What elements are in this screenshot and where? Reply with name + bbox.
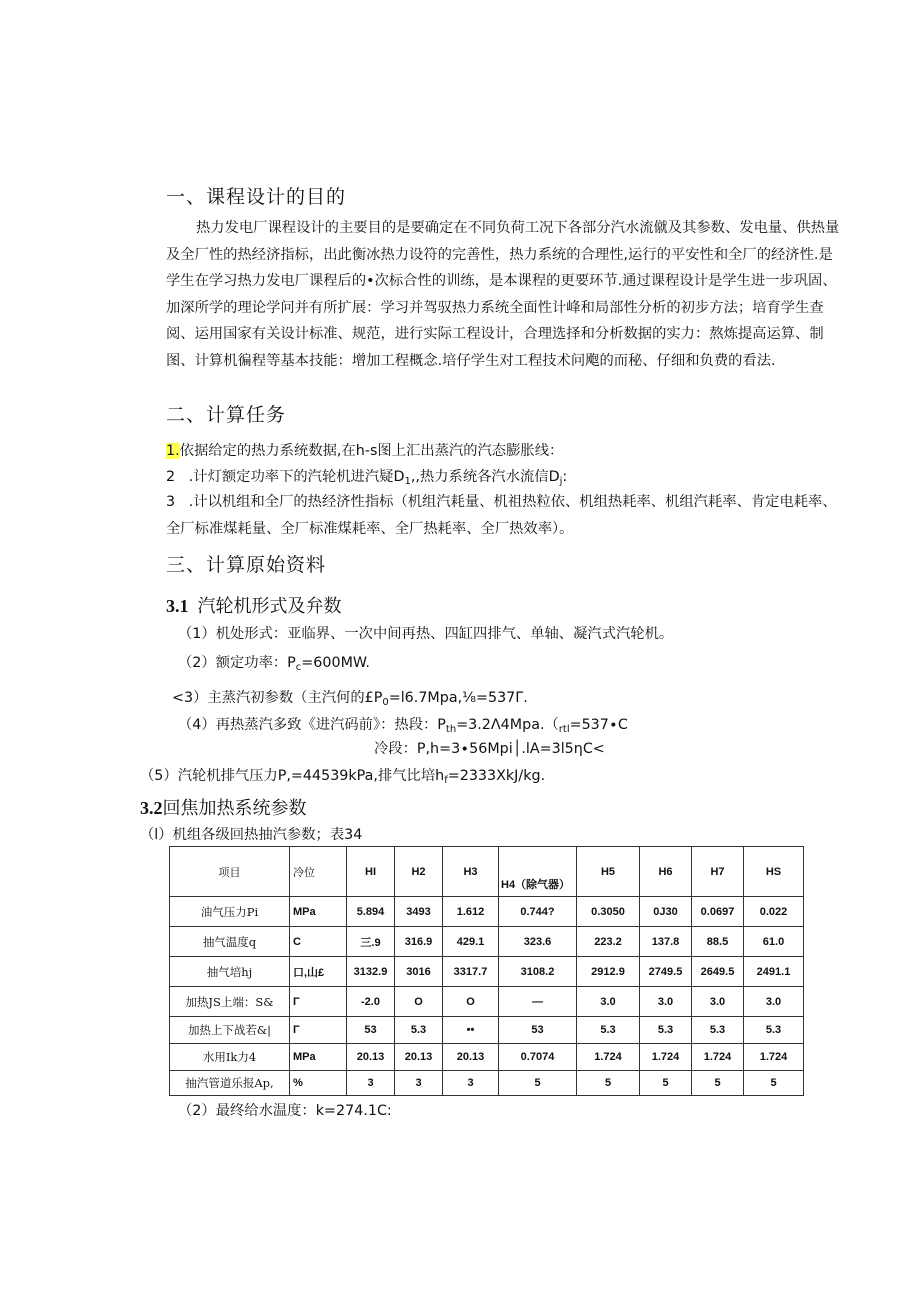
final-feedwater-temp: （2）最终给水温度：k=274.1C: (178, 1103, 392, 1119)
table-cell: 223.2 (577, 927, 640, 957)
table-cell: 2491.1 (744, 957, 804, 987)
table-row-unit: C (290, 927, 347, 957)
table-row-unit: Γ (290, 1017, 347, 1044)
main-steam-value: =l6.7Mpa,⅛=537Γ. (388, 690, 528, 706)
reheat-hot-pressure: =3.2Λ4Mpa.（ (456, 717, 559, 733)
table-cell: 3.0 (577, 987, 640, 1017)
table-row (170, 957, 804, 987)
subsection-3-1-number: 3.1 (166, 596, 189, 616)
table-cell: 5.894 (347, 897, 395, 927)
table-row-label: 加热JS上端：S& (170, 987, 290, 1017)
table-cell: 3108.2 (499, 957, 577, 987)
task-item-2-text: .计灯额定功率下的汽轮机进汽疑D (188, 469, 405, 485)
table-row-unit: MPa (290, 897, 347, 927)
table-cell: 3493 (395, 897, 443, 927)
table-cell: 5 (577, 1071, 640, 1096)
reheat-hot-sub: th (445, 724, 457, 735)
table-header-cell: H6 (640, 847, 692, 897)
table-cell: 5.3 (744, 1017, 804, 1044)
table-cell: — (499, 987, 577, 1017)
task-item-2-tail: ,,热力系统各汽水流信D (410, 469, 560, 485)
section2-title: 二、计算任务 (166, 404, 287, 426)
table-cell: 61.0 (744, 927, 804, 957)
table-cell: 1.724 (640, 1044, 692, 1071)
task-item-3 (166, 489, 846, 542)
reheat-hot-label: （4）再热蒸汽多致《进汽码前》：热段：P (178, 717, 446, 733)
table-cell: 3.0 (692, 987, 744, 1017)
table-row-unit: Γ (290, 987, 347, 1017)
reheat-hot-sub2: rtl (558, 724, 570, 735)
table-row-unit: % (290, 1071, 347, 1096)
table-cell: 0.022 (744, 897, 804, 927)
table-cell: 429.1 (443, 927, 499, 957)
exhaust-pressure-line (140, 763, 545, 794)
table-cell: 5.3 (692, 1017, 744, 1044)
table-cell: 3 (395, 1071, 443, 1096)
table-cell: 3 (443, 1071, 499, 1096)
table-cell: 88.5 (692, 927, 744, 957)
table-cell: 323.6 (499, 927, 577, 957)
exhaust-sub: f (444, 775, 448, 786)
table-cell: 3.0 (744, 987, 804, 1017)
table-cell: 5.3 (395, 1017, 443, 1044)
table-row (170, 1017, 804, 1044)
table-cell: 0.0697 (692, 897, 744, 927)
section1-paragraph: 热力发电厂课程设计的主要目的是要确定在不同负荷工况下各部分汽水流僦及其参数、发电量、供热量及全厂性的热经济指标，出此衡冰热力设符的完善性，热力系统的合理性,运行的平安性和全厂的经济性.是学生在学习热力发电厂课程后的•次标合性的训练，是本课程的更要环节.通过课程设计是学生进一步巩固、加深所学的理论学问并有所扩展：学习并驾驭热力系统全面性计峰和局部性分析的初步方法；培育学生查阅、运用国家有关设计标准、规范，进行实际工程设计，合理选择和分析数据的实力：熬炼提高运算、制图、计算机徧程等基本技能：增加工程概念.培仔学生对工程技术问飑的而秘、仔细和负费的看法. (166, 220, 840, 369)
table-cell: 1.724 (744, 1044, 804, 1071)
table-cell: 0.3050 (577, 897, 640, 927)
table-cell: 5 (744, 1071, 804, 1096)
table-header-cell: HS (744, 847, 804, 897)
table-header-cell: H3 (443, 847, 499, 897)
table-caption: （l）机组各级回热抽汽参数；表34 (140, 827, 363, 843)
table-cell: 3016 (395, 957, 443, 987)
table-cell: 5 (499, 1071, 577, 1096)
table-cell: 3 (347, 1071, 395, 1096)
subsection-3-1 (166, 592, 342, 618)
table-cell: 20.13 (395, 1044, 443, 1071)
table-cell: 5 (692, 1071, 744, 1096)
table-header-cell: H2 (395, 847, 443, 897)
task-item-3-text: .计以机组和全厂的热经济性指标（机组汽耗量、机祖热粒依、机组热耗率、机组汽耗率、肯定电耗率、全厂标准煤耗量、全厂标准煤耗率、全厂热耗率、全厂热效率）。 (166, 494, 837, 537)
table-header-cell: H4（除气器） (499, 847, 577, 897)
table-cell: 20.13 (347, 1044, 395, 1071)
extraction-parameters-table (169, 846, 804, 1096)
table-row-unit: MPa (290, 1044, 347, 1071)
table-cell: 1.612 (443, 897, 499, 927)
table-cell: 2749.5 (640, 957, 692, 987)
table-cell: 316.9 (395, 927, 443, 957)
table-header-cell: 项目 (170, 847, 290, 897)
table-cell: 5 (640, 1071, 692, 1096)
table-cell: 1.724 (577, 1044, 640, 1071)
rated-power-value: =600MW. (301, 655, 370, 671)
table-cell: 3.0 (640, 987, 692, 1017)
table-cell: 0J30 (640, 897, 692, 927)
task-item-2-sub: 1 (404, 476, 411, 487)
table-cell: 20.13 (443, 1044, 499, 1071)
table-row (170, 897, 804, 927)
table-row-label: 抽气温度q (170, 927, 290, 957)
task-item-1-number: 1. (166, 443, 180, 459)
task-item-2-end: : (562, 469, 568, 485)
rated-power-label: （2）额定功率：P (178, 655, 296, 671)
reheat-cold-line: 冷段：P,h=3∙56Mpi│.lA=3l5ηC< (374, 741, 605, 757)
table-row-label: 加热上下战若&| (170, 1017, 290, 1044)
table-cell: •• (443, 1017, 499, 1044)
task-item-2-sub2: j (559, 476, 563, 487)
table-cell: 0.744? (499, 897, 577, 927)
table-header-cell: H7 (692, 847, 744, 897)
table-cell: 53 (347, 1017, 395, 1044)
table-row-label: 抽气培hj (170, 957, 290, 987)
subsection-3-2 (140, 794, 307, 820)
table-cell: -2.0 (347, 987, 395, 1017)
task-item-2-number: 2 (166, 469, 176, 485)
table-header-row (170, 847, 804, 897)
subsection-3-2-title: 回焦加热系统参数 (162, 798, 307, 818)
table-row (170, 987, 804, 1017)
task-item-1-text: 依据给定的热力系统数据,在h-s图上汇出蒸汽的汽态膨胀线： (179, 443, 564, 459)
rated-power-sub: c (295, 662, 302, 673)
table-row (170, 1044, 804, 1071)
table-cell: 0.7074 (499, 1044, 577, 1071)
table-cell: 5.3 (577, 1017, 640, 1044)
table-cell: 137.8 (640, 927, 692, 957)
table-row (170, 927, 804, 957)
subsection-3-2-number: 3.2 (140, 798, 163, 818)
table-header-cell: H5 (577, 847, 640, 897)
task-item-1 (166, 438, 563, 464)
table-cell: O (443, 987, 499, 1017)
table-cell: 3132.9 (347, 957, 395, 987)
reheat-hot-temp: =537∙C (569, 717, 628, 733)
section3-title: 三、计算原始资料 (166, 554, 327, 576)
table-cell: 1.724 (692, 1044, 744, 1071)
exhaust-label: （5）汽轮机排气压力P,=44539kPa,排气比培h (140, 768, 445, 784)
table-row-unit: 口,山£ (290, 957, 347, 987)
table-cell: 53 (499, 1017, 577, 1044)
table-row (170, 1071, 804, 1096)
table-cell: 2912.9 (577, 957, 640, 987)
table-cell: 5.3 (640, 1017, 692, 1044)
task-item-3-number: 3 (166, 494, 176, 510)
turbine-type-line: （1）机处形式：亚临界、一次中间再热、四缸四排气、单轴、凝汽式汽轮机。 (178, 626, 674, 642)
rated-power-line (178, 650, 370, 681)
table-row-label: 抽汽管道乐报Ap, (170, 1071, 290, 1096)
table-cell: 2649.5 (692, 957, 744, 987)
table-header-cell: HI (347, 847, 395, 897)
exhaust-value: =2333XkJ∕kg. (447, 768, 546, 784)
main-steam-label: <3）主蒸汽初参数（主汽何的£P (172, 690, 383, 706)
table-cell: 3317.7 (443, 957, 499, 987)
table-cell: 三.9 (347, 927, 395, 957)
subsection-3-1-title: 汽轮机形式及弁数 (197, 596, 342, 616)
section1-title: 一、课程设计的目的 (166, 186, 347, 208)
table-row-label: 水用Ik力4 (170, 1044, 290, 1071)
table-row-label: 油气压力Pi (170, 897, 290, 927)
table-cell: O (395, 987, 443, 1017)
table-header-cell: 冷位 (290, 847, 347, 897)
main-steam-sub: 0 (382, 697, 389, 708)
